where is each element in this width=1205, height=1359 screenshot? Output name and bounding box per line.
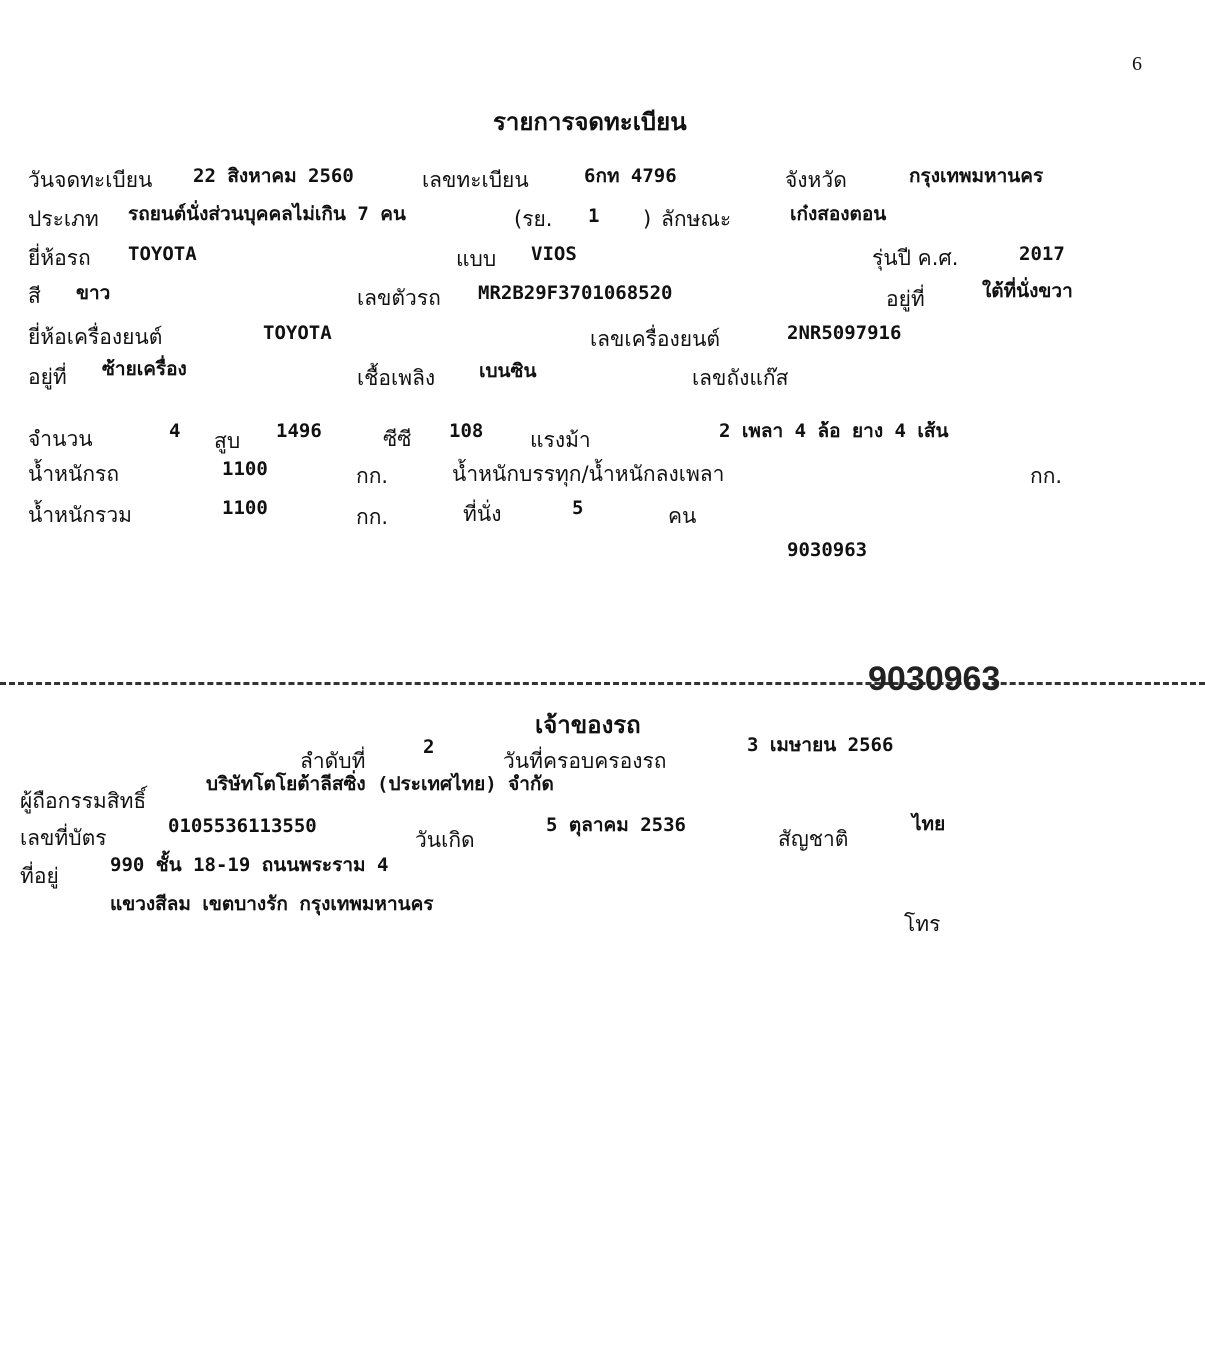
gross-weight-unit: กก. xyxy=(356,505,389,529)
type-value: รถยนต์นั่งส่วนบุคคลไม่เกิน 7 คน xyxy=(128,203,406,225)
model-label: แบบ xyxy=(456,247,497,271)
plate-label: เลขทะเบียน xyxy=(422,168,529,192)
cc-label: ซีซี xyxy=(383,427,412,451)
brand-value: TOYOTA xyxy=(128,243,197,265)
ry-value: 1 xyxy=(588,205,600,227)
weight-value: 1100 xyxy=(222,458,268,480)
owner-title: เจ้าของรถ xyxy=(535,711,641,739)
address-line-1: 990 ชั้น 18-19 ถนนพระราม 4 xyxy=(110,854,389,876)
holder-label: ผู้ถือกรรมสิทธิ์ xyxy=(20,789,147,813)
chassis-label: เลขตัวรถ xyxy=(357,286,441,310)
brand-label: ยี่ห้อรถ xyxy=(28,246,91,270)
province-label: จังหวัด xyxy=(785,168,847,192)
phone-label: โทร xyxy=(904,912,941,936)
load-label: น้ำหนักบรรทุก/น้ำหนักลงเพลา xyxy=(452,462,725,486)
address-label: ที่อยู่ xyxy=(20,864,59,888)
document-number: 9030963 xyxy=(787,539,868,561)
nationality-label: สัญชาติ xyxy=(778,827,849,851)
cc-value: 1496 xyxy=(276,420,322,442)
cylinders-value: 4 xyxy=(169,420,181,442)
fuel-label: เชื้อเพลิง xyxy=(357,366,436,390)
order-value: 2 xyxy=(423,736,435,758)
model-value: VIOS xyxy=(531,243,577,265)
dashed-divider xyxy=(0,682,1205,685)
hp-label: แรงม้า xyxy=(530,428,591,452)
chassis-value: MR2B29F3701068520 xyxy=(478,282,673,304)
nationality-value: ไทย xyxy=(912,813,946,835)
birth-date-value: 5 ตุลาคม 2536 xyxy=(546,814,686,836)
possession-date-label: วันที่ครอบครองรถ xyxy=(503,749,667,773)
body-value: เก๋งสองตอน xyxy=(790,203,887,225)
reg-date-value: 22 สิงหาคม 2560 xyxy=(193,165,354,187)
order-label: ลำดับที่ xyxy=(300,749,366,773)
color-label: สี xyxy=(28,284,41,308)
holder-value: บริษัทโตโยต้าลีสซิ่ง (ประเทศไทย) จำกัด xyxy=(206,773,554,795)
engine-brand-value: TOYOTA xyxy=(263,322,332,344)
chassis-location-value: ใต้ที่นั่งขวา xyxy=(982,280,1073,302)
possession-date-value: 3 เมษายน 2566 xyxy=(747,734,894,756)
gross-weight-label: น้ำหนักรวม xyxy=(28,503,132,527)
seats-value: 5 xyxy=(572,497,584,519)
plate-value: 6กท 4796 xyxy=(584,165,677,187)
engine-brand-label: ยี่ห้อเครื่องยนต์ xyxy=(28,325,163,349)
ry-close: ) xyxy=(643,207,652,231)
seats-label: ที่นั่ง xyxy=(463,502,502,526)
engine-number-value: 2NR5097916 xyxy=(787,322,902,344)
id-card-value: 0105536113550 xyxy=(168,815,317,837)
reg-date-label: วันจดทะเบียน xyxy=(28,168,153,192)
axles-value: 2 เพลา 4 ล้อ ยาง 4 เส้น xyxy=(719,420,949,442)
gas-tank-label: เลขถังแก๊ส xyxy=(692,366,789,390)
fuel-value: เบนซิน xyxy=(479,360,537,382)
address-line-2: แขวงสีลม เขตบางรัก กรุงเทพมหานคร xyxy=(110,893,434,915)
torn-edge xyxy=(0,660,1205,698)
color-value: ขาว xyxy=(76,282,111,304)
page-number: 6 xyxy=(1132,53,1142,75)
phone-label-cropped xyxy=(856,904,941,936)
count-label: จำนวน xyxy=(28,427,93,451)
chassis-location-label: อยู่ที่ xyxy=(886,287,925,311)
engine-location-label: อยู่ที่ xyxy=(28,365,67,389)
birth-date-label: วันเกิด xyxy=(415,828,475,852)
hp-value: 108 xyxy=(449,420,484,442)
engine-number-label: เลขเครื่องยนต์ xyxy=(590,327,721,351)
persons-label: คน xyxy=(668,504,697,528)
weight-unit: กก. xyxy=(356,464,389,488)
cylinders-label: สูบ xyxy=(214,429,241,453)
year-label: รุ่นปี ค.ศ. xyxy=(872,246,959,270)
year-value: 2017 xyxy=(1019,243,1065,265)
weight-label: น้ำหนักรถ xyxy=(28,462,120,486)
gross-weight-value: 1100 xyxy=(222,497,268,519)
body-label: ลักษณะ xyxy=(661,207,732,231)
type-label: ประเภท xyxy=(28,207,99,231)
province-value: กรุงเทพมหานคร xyxy=(909,165,1044,187)
load-unit: กก. xyxy=(1030,464,1063,488)
engine-location-value: ซ้ายเครื่อง xyxy=(102,358,187,380)
ry-open: (รย. xyxy=(514,207,553,231)
registration-title: รายการจดทะเบียน xyxy=(493,108,687,136)
torn-document-number: 9030963 xyxy=(868,660,1001,698)
id-card-label: เลขที่บัตร xyxy=(20,826,107,850)
